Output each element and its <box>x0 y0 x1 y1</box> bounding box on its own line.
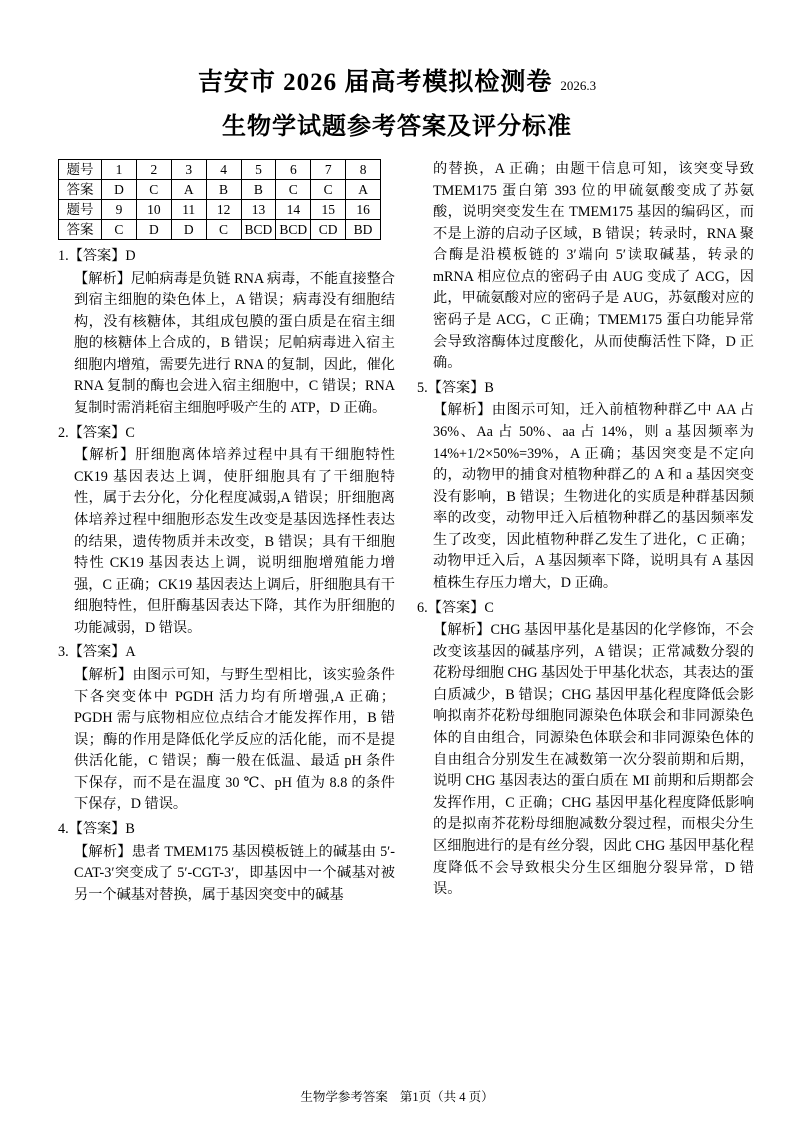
table-row <box>59 200 381 220</box>
cell: A <box>171 180 206 200</box>
cell: D <box>171 220 206 240</box>
answer-explanation: 【解析】由图示可知，迁入前植物种群乙中 AA 占 36%、Aa 占 50%、aa 占 14%，则 a 基因频率为 14%+1/2×50%=39%，A 正确；基因突变是不定向的，动物甲的捕食对植物种群乙的 A 和 a 基因突变没有影响，B 错误；生物进化的实质是种群基因频率的改变，动物甲迁入后植物种群乙的基因频率发生了改变，因此植物种群乙发生了进化，C 正确；动物甲迁入后，A 基因频率下降，说明具有 A 基因植株生存压力增大，D 正确。 <box>433 402 754 591</box>
cell: 4 <box>206 160 241 180</box>
answer-item <box>58 642 395 816</box>
answer-explanation: 【解析】由图示可知，与野生型相比，该实验条件下各突变体中 PGDH 活力均有所增强,A 正确；PGDH 需与底物相应位点结合才能发挥作用，B 错误；酶的作用是降低化学反应的活化能，而不是提供活化能，C 错误；酶一般在低温、最适 pH 条件下保存，而不是在温度 30 ℃、pH 值为 8.8 的条件下保存，D 错误。 <box>74 666 395 813</box>
exam-date: 2026.3 <box>560 78 597 93</box>
cell: C <box>206 220 241 240</box>
footer-page-number: 第1页（共 4 页） <box>399 1090 494 1104</box>
cell: BCD <box>276 220 311 240</box>
answer-explanation: 【解析】肝细胞离体培养过程中具有干细胞特性 CK19 基因表达上调，使肝细胞具有了干细胞特性，属于去分化，分化程度减弱,A 错误；肝细胞离体培养过程中细胞形态发生改变是基因选择性表达的结果，遗传物质并未改变，B 错误；具有干细胞特性 CK19 基因表达上调，说明细胞增殖能力增强，C 正确；CK19 基因表达上调后，肝细胞具有干细胞特性，但肝酶基因表达下降，其作为肝细胞的功能减弱，D 错误。 <box>74 447 395 636</box>
answer-item <box>417 598 754 901</box>
right-column <box>417 159 754 901</box>
cell: A <box>346 180 381 200</box>
answer-item <box>417 378 754 595</box>
cell: 15 <box>311 200 346 220</box>
table-row <box>59 220 381 240</box>
cell: 7 <box>311 160 346 180</box>
sub-title: 生物学试题参考答案及评分标准 <box>222 114 572 140</box>
page-title <box>58 62 736 98</box>
cell: 8 <box>346 160 381 180</box>
table-row <box>59 180 381 200</box>
answer-item <box>58 423 395 640</box>
left-column <box>58 159 395 906</box>
cell: 10 <box>136 200 171 220</box>
cell: B <box>206 180 241 200</box>
cell: C <box>311 180 346 200</box>
cell: 1 <box>102 160 137 180</box>
cell: 9 <box>102 200 137 220</box>
cell: 14 <box>276 200 311 220</box>
answer-item <box>58 246 395 420</box>
row-label: 题号 <box>59 200 102 220</box>
main-title: 吉安市 2026 届高考模拟检测卷 <box>197 69 553 96</box>
answer-heading: 4.【答案】B <box>58 821 135 838</box>
cell: BD <box>346 220 381 240</box>
cell: 12 <box>206 200 241 220</box>
cell: 3 <box>171 160 206 180</box>
footer-label: 生物学参考答案 <box>300 1090 388 1104</box>
cell: C <box>136 180 171 200</box>
answer-table <box>58 159 381 240</box>
cell: B <box>241 180 276 200</box>
answer-heading: 1.【答案】D <box>58 248 136 264</box>
cell: 6 <box>276 160 311 180</box>
row-label: 答案 <box>59 220 102 240</box>
answer-explanation-continued: 的替换，A 正确；由题干信息可知，该突变导致 TMEM175 蛋白第 393 位的甲硫氨酸变成了苏氨酸，说明突变发生在 TMEM175 基因的编码区，而不是上游的启动子区域，B 错误；转录时，RNA 聚合酶是沿模板链的 3′端向 5′读取碱基，转录的 mRNA 相应位点的密码子由 AUG 变成了 ACG，因此，甲硫氨酸对应的密码子是 AUG，苏氨酸对应的密码子是 ACG，C 正确；TMEM175 蛋白功能异常会导致溶酶体过度酸化，从而使酶活性下降，D 正确。 <box>433 161 754 372</box>
cell: 13 <box>241 200 276 220</box>
answer-heading: 5.【答案】B <box>417 379 494 396</box>
row-label: 答案 <box>59 180 102 200</box>
cell: 11 <box>171 200 206 220</box>
content-columns <box>58 159 754 906</box>
answer-explanation: 【解析】患者 TMEM175 基因模板链上的碱基由 5′-CAT-3′突变成了 5′-CGT-3′，即基因中一个碱基对被另一个碱基对替换，属于基因突变中的碱基 <box>74 843 395 903</box>
page-footer <box>0 1087 794 1105</box>
answer-item <box>58 819 395 906</box>
answer-explanation: 【解析】尼帕病毒是负链 RNA 病毒，不能直接整合到宿主细胞的染色体上，A 错误；病毒没有细胞结构，没有核糖体，其组成包膜的蛋白质是在宿主细胞的核糖体上合成的，B 错误；尼帕病毒进入宿主细胞内增殖，需要先进行 RNA 的复制，因此，催化 RNA 复制的酶也会进入宿主细胞中，C 错误；RNA 复制时需消耗宿主细胞呼吸产生的 ATP，D 正确。 <box>74 270 395 417</box>
cell: CD <box>311 220 346 240</box>
cell: BCD <box>241 220 276 240</box>
cell: 2 <box>136 160 171 180</box>
cell: 5 <box>241 160 276 180</box>
row-label: 题号 <box>59 160 102 180</box>
cell: D <box>136 220 171 240</box>
cell: C <box>276 180 311 200</box>
answer-heading: 6.【答案】C <box>417 599 494 616</box>
table-row <box>59 160 381 180</box>
cell: C <box>102 220 137 240</box>
answer-heading: 2.【答案】C <box>58 424 135 441</box>
cell: D <box>102 180 137 200</box>
cell: 16 <box>346 200 381 220</box>
answer-heading: 3.【答案】A <box>58 644 136 661</box>
answer-explanation: 【解析】CHG 基因甲基化是基因的化学修饰，不会改变该基因的碱基序列，A 错误；正常减数分裂的花粉母细胞 CHG 基因处于甲基化状态，其表达的蛋白质减少，B 错误；CHG 基因甲基化程度降低会影响拟南芥花粉母细胞同源染色体联会和非同源染色体的自由组合，同源染色体联会和非同源染色体的自由组合分别发生在减数第一次分裂前期和后期，说明 CHG 基因表达的蛋白质在 MI 前期和后期都会发挥作用，C 正确；CHG 基因甲基化程度降低影响的是拟南芥花粉母细胞减数分裂过程，而根尖分生区细胞进行的是有丝分裂，因此 CHG 基因甲基化程度降低不会导致根尖分生区细胞分裂异常，D 错误。 <box>433 622 754 898</box>
